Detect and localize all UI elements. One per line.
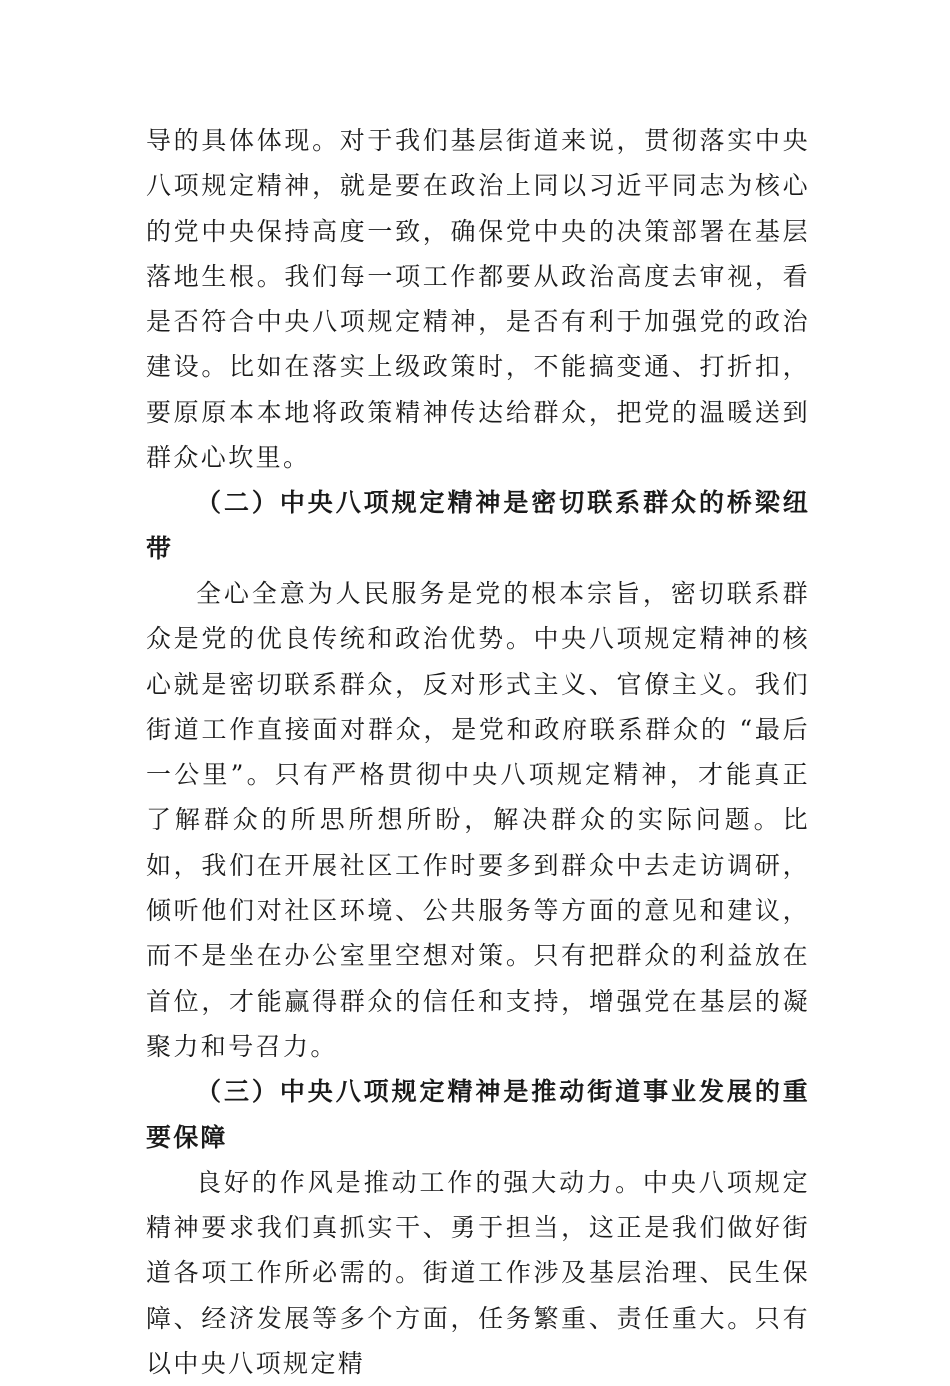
section-heading-3: （三）中央八项规定精神是推动街道事业发展的重要保障 xyxy=(146,1077,810,1152)
paragraph-body: 良好的作风是推动工作的强大动力。中央八项规定精神要求我们真抓实干、勇于担当，这正是我们做好街道各项工作所必需的。街道工作涉及基层治理、民生保障、经济发展等多个方面，任务繁重、责任重大。只有以中央八项规定精 xyxy=(146,1167,810,1379)
section-heading-2: （二）中央八项规定精神是密切联系群众的桥梁纽带 xyxy=(146,488,810,563)
paragraph-continued: 导的具体体现。对于我们基层街道来说，贯彻落实中央八项规定精神，就是要在政治上同以习近平同志为核心的党中央保持高度一致，确保党中央的决策部署在基层落地生根。我们每一项工作都要从政治高度去审视，看是否符合中央八项规定精神，是否有利于加强党的政治建设。比如在落实上级政策时，不能搞变通、打折扣，要原原本本地将政策精神传达给群众，把党的温暖送到群众心坎里。 xyxy=(146,126,810,473)
paragraph-body: 全心全意为人民服务是党的根本宗旨，密切联系群众是党的优良传统和政治优势。中央八项规定精神的核心就是密切联系群众，反对形式主义、官僚主义。我们街道工作直接面对群众，是党和政府联系群众的 “最后一公里”。只有严格贯彻中央八项规定精神，才能真正了解群众的所思所想所盼，解决群众的实际问题。比如，我们在开展社区工作时要多到群众中去走访调研，倾听他们对社区环境、公共服务等方面的意见和建议，而不是坐在办公室里空想对策。只有把群众的利益放在首位，才能赢得群众的信任和支持，增强党在基层的凝聚力和号召力。 xyxy=(146,578,810,1061)
document-body xyxy=(146,118,810,1386)
